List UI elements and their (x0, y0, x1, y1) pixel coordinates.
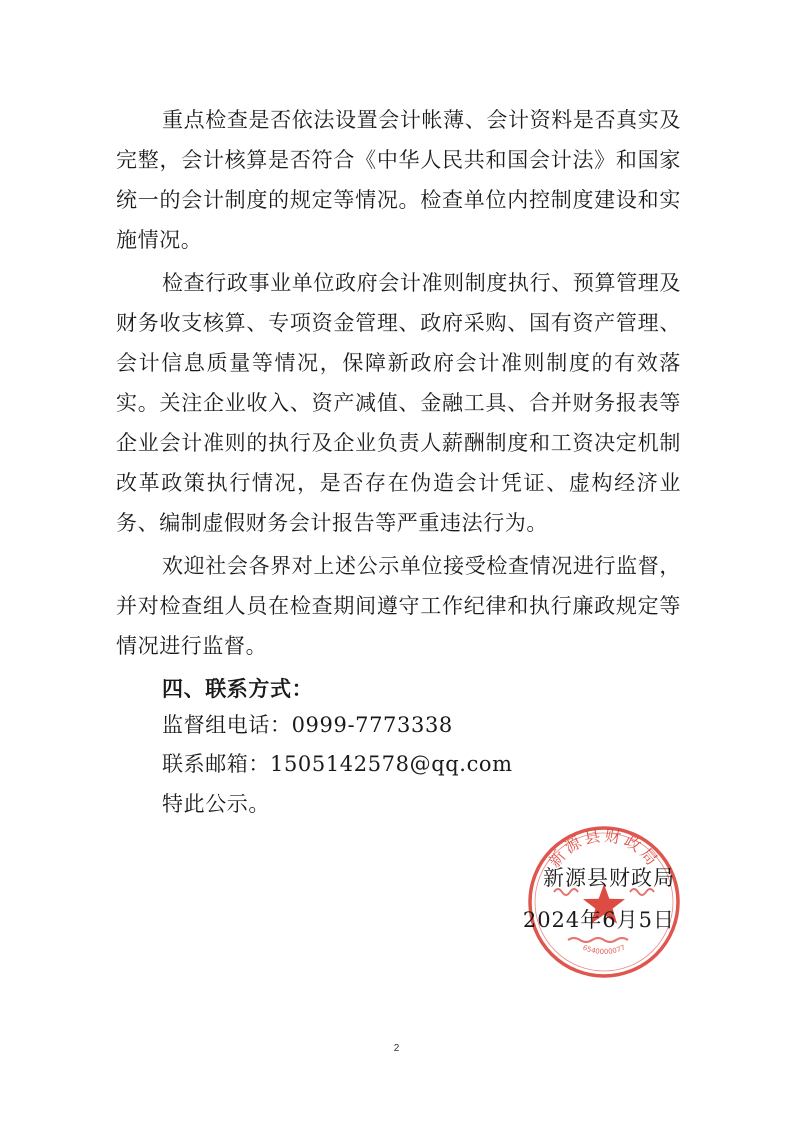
issue-date: 2024年6月5日 (522, 908, 675, 932)
paragraph-inspection-focus: 重点检查是否依法设置会计帐薄、会计资料是否真实及完整，会计核算是否符合《中华人民共和国会计法》和国家统一的会计制度的规定等情况。检查单位内控制度建设和实施情况。 (116, 108, 681, 252)
seal-code: 6540000077 (581, 943, 627, 957)
paragraph-inspection-scope: 检查行政事业单位政府会计准则制度执行、预算管理及财务收支核算、专项资金管理、政府采购、国有资产管理、会计信息质量等情况，保障新政府会计准则制度的有效落实。关注企业收入、资产减值、金融工具、合并财务报表等企业会计准则的执行及企业负责人薪酬制度和工资决定机制改革政策执行情况，是否存在伪造会计凭证、虚构经济业务、编制虚假财务会计报告等严重违法行为。 (116, 271, 681, 535)
contact-phone: 监督组电话：0999-7773338 (162, 713, 453, 737)
issuer-name: 新源县财政局 (543, 866, 675, 890)
contact-email: 联系邮箱：1505142578@qq.com (162, 752, 513, 776)
seal-ring-text: 新源县财政局 (544, 825, 664, 872)
page-number: 2 (393, 1043, 400, 1054)
contact-heading: 四、联系方式： (162, 676, 314, 701)
svg-text:6540000077 (581, 944, 626, 956)
closing-text: 特此公示。 (162, 792, 270, 816)
paragraph-public-supervision: 欢迎社会各界对上述公示单位接受检查情况进行监督，并对检查组人员在检查期间遵守工作纪律和执行廉政规定等情况进行监督。 (116, 554, 681, 658)
